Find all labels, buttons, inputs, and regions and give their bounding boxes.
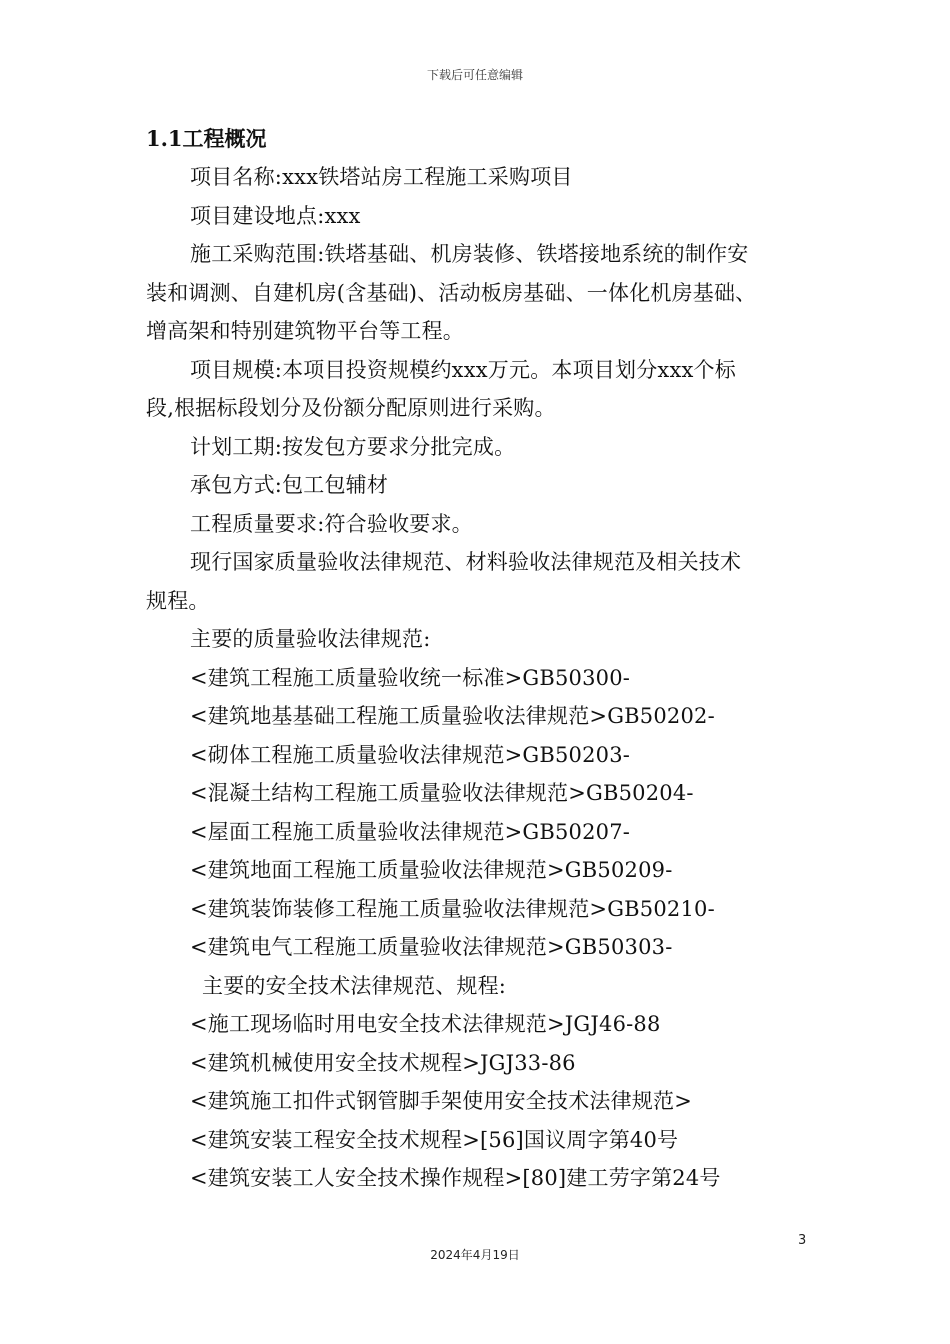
safety-norm-item: <建筑安装工人安全技术操作规程>[80]建工劳字第24号 — [190, 1166, 721, 1190]
schedule: 计划工期:按发包方要求分批完成。 — [190, 434, 516, 459]
quality-norm-item: <建筑工程施工质量验收统一标准>GB50300- — [190, 665, 631, 690]
header-note: 下载后可任意编辑 — [426, 68, 523, 82]
project-name: 项目名称:xxx铁塔站房工程施工采购项目 — [190, 165, 573, 189]
quality-norm-item: <建筑电气工程施工质量验收法律规范>GB50303- — [190, 935, 673, 959]
section-heading: 1.1工程概况 — [146, 126, 267, 151]
quality-norm-item: <建筑地面工程施工质量验收法律规范>GB50209- — [190, 858, 673, 882]
scale-line-2: 段,根据标段划分及份额分配原则进行采购。 — [146, 396, 556, 420]
safety-norm-item: <建筑机械使用安全技术规程>JGJ33-86 — [190, 1050, 576, 1075]
standards-line-1: 现行国家质量验收法律规范、材料验收法律规范及相关技术 — [190, 550, 742, 574]
document-body — [146, 120, 826, 1198]
footer-date: 2024年4月19日 — [430, 1248, 520, 1262]
scope-line-3: 增高架和特别建筑物平台等工程。 — [146, 319, 464, 343]
project-location: 项目建设地点:xxx — [190, 203, 361, 228]
contract-mode: 承包方式:包工包辅材 — [190, 473, 389, 497]
quality-norm-item: <建筑地基基础工程施工质量验收法律规范>GB50202- — [190, 704, 715, 728]
quality-norms-title: 主要的质量验收法律规范: — [190, 627, 431, 651]
standards-line-2: 规程。 — [146, 588, 210, 613]
quality-norm-item: <屋面工程施工质量验收法律规范>GB50207- — [190, 819, 631, 844]
quality-norm-item: <混凝土结构工程施工质量验收法律规范>GB50204- — [190, 781, 694, 805]
safety-norms-title: 主要的安全技术法律规范、规程: — [202, 973, 507, 998]
safety-norm-item: <建筑施工扣件式钢管脚手架使用安全技术法律规范> — [190, 1089, 692, 1113]
safety-norm-item: <施工现场临时用电安全技术法律规范>JGJ46-88 — [190, 1012, 661, 1036]
scope-line-2: 装和调测、自建机房(含基础)、活动板房基础、一体化机房基础、 — [146, 280, 757, 305]
page-number: 3 — [798, 1233, 807, 1248]
quality-norm-item: <砌体工程施工质量验收法律规范>GB50203- — [190, 742, 631, 767]
safety-norm-item: <建筑安装工程安全技术规程>[56]国议周字第40号 — [190, 1127, 679, 1152]
quality-norm-item: <建筑装饰装修工程施工质量验收法律规范>GB50210- — [190, 896, 715, 921]
scale-line-1: 项目规模:本项目投资规模约xxx万元。本项目划分xxx个标 — [190, 357, 736, 382]
scope-line-1: 施工采购范围:铁塔基础、机房装修、铁塔接地系统的制作安 — [190, 242, 749, 266]
quality-requirement: 工程质量要求:符合验收要求。 — [190, 511, 473, 536]
